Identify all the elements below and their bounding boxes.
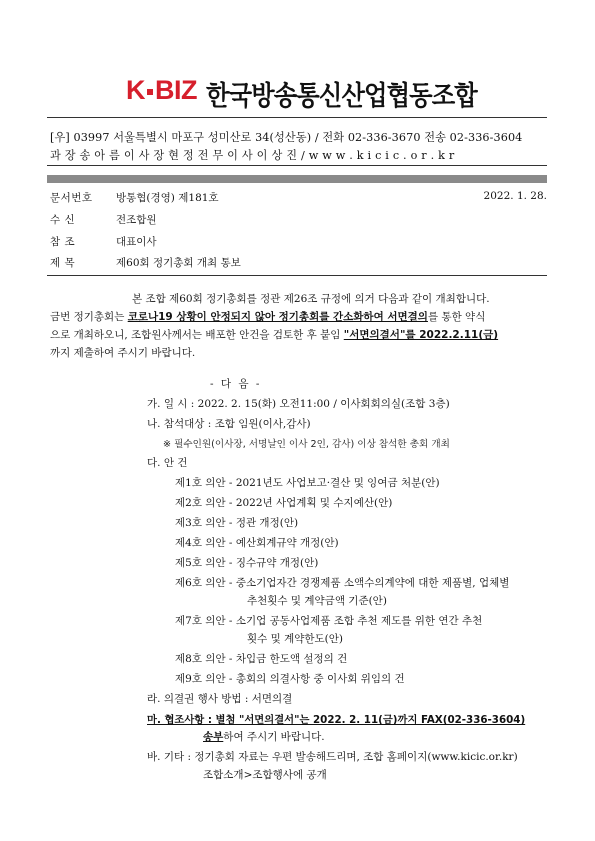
cooperation-request-cont: 송부하여 주시기 바랍니다. bbox=[203, 731, 325, 743]
etc-note: 바. 기타 : 정기총회 자료는 우편 발송해드리며, 조합 홈페이지(www.kicic.or.kr) bbox=[147, 751, 518, 763]
header-gray-bar bbox=[47, 175, 547, 183]
agenda-item: 제8호 의안 - 차입금 한도액 설정의 건 bbox=[175, 653, 348, 665]
header-rule-top bbox=[47, 117, 547, 118]
etc-note-cont: 조합소개>조합행사에 공개 bbox=[203, 769, 327, 781]
agenda-heading: 다. 안 건 bbox=[147, 457, 188, 469]
body-line-2: 금번 정기총회는 코로나19 상황이 안정되지 않아 정기총회를 간소화하여 서면결의를 통한 약식 bbox=[50, 311, 486, 323]
recipient: 전조합원 bbox=[116, 214, 157, 226]
body-line-1: 본 조합 제60회 정기총회를 정관 제26조 규정에 의거 다음과 같이 개최합니다. bbox=[132, 293, 490, 305]
voting-method: 라. 의결권 행사 방법 : 서면의결 bbox=[147, 693, 293, 705]
doc-no-label: 문서번호 bbox=[50, 192, 93, 204]
meta-rule bbox=[47, 275, 547, 276]
recipient-label: 수 신 bbox=[50, 214, 76, 226]
agenda-item: 제6호 의안 - 중소기업자간 경쟁제품 소액수의계약에 대한 제품별, 업체별 bbox=[175, 577, 510, 589]
kbiz-logo: K BIZ bbox=[126, 75, 197, 105]
agenda-item-continued: 횟수 및 계약한도(안) bbox=[247, 633, 344, 645]
reference-label: 참 조 bbox=[50, 236, 76, 248]
details-heading: - 다 음 - bbox=[210, 378, 262, 390]
organization-name: 한국방송통신산업협동조합 bbox=[206, 81, 477, 112]
reference: 대표이사 bbox=[116, 236, 157, 248]
doc-date: 2022. 1. 28. bbox=[483, 190, 547, 202]
agenda-item: 제7호 의안 - 소기업 공동사업제품 조합 추천 제도를 위한 연간 추천 bbox=[175, 615, 483, 627]
staff-line: 과 장 송 아 름 이 사 장 현 정 전 무 이 사 이 상 진 / w w w . k i c i c . o r . k r bbox=[50, 149, 455, 162]
agenda-item: 제2호 의안 - 2022년 사업계획 및 수지예산(안) bbox=[175, 497, 393, 509]
address-line: [우] 03997 서울특별시 마포구 성미산로 34(성산동) / 전화 02-336-3670 전송 02-336-3604 bbox=[50, 131, 523, 144]
body-emphasis-covid: 코로나19 상황이 안정되지 않아 정기총회를 간소화하여 서면결의 bbox=[127, 311, 428, 323]
agenda-item: 제9호 의안 - 총회의 의결사항 중 이사회 위임의 건 bbox=[175, 673, 405, 685]
agenda-item: 제4호 의안 - 예산회계규약 개정(안) bbox=[175, 537, 339, 549]
agenda-item-continued: 추천횟수 및 계약금액 기준(안) bbox=[247, 595, 387, 607]
body-emphasis-deadline: "서면의결서"를 2022.2.11(금) bbox=[343, 329, 499, 341]
body-line-4: 까지 제출하여 주시기 바랍니다. bbox=[50, 347, 196, 359]
subject-label: 제 목 bbox=[50, 257, 76, 269]
body-line-3: 으로 개최하오니, 조합원사께서는 배포한 안건을 검토한 후 붙임 "서면의결서"를 2022.2.11(금) bbox=[50, 329, 499, 341]
doc-no: 방통협(경영) 제181호 bbox=[116, 192, 219, 204]
header-rule-bottom bbox=[47, 165, 547, 166]
attendance-note: ※ 필수인원(이사장, 서명날인 이사 2인, 감사) 이상 참석한 총회 개최 bbox=[163, 439, 450, 450]
agenda-item: 제3호 의안 - 정관 개정(안) bbox=[175, 517, 299, 529]
subject: 제60회 정기총회 개최 통보 bbox=[116, 257, 241, 269]
agenda-item: 제1호 의안 - 2021년도 사업보고·결산 및 잉여금 처분(안) bbox=[175, 477, 440, 489]
agenda-item: 제5호 의안 - 징수규약 개정(안) bbox=[175, 557, 319, 569]
attendees: 나. 참석대상 : 조합 임원(이사,감사) bbox=[147, 418, 311, 430]
meeting-datetime: 가. 일 시 : 2022. 2. 15(화) 오전11:00 / 이사회회의실(조합 3층) bbox=[147, 398, 450, 410]
cooperation-request: 마. 협조사항 : 별첨 "서면의결서"는 2022. 2. 11(금)까지 FAX(02-336-3604) bbox=[147, 714, 526, 726]
